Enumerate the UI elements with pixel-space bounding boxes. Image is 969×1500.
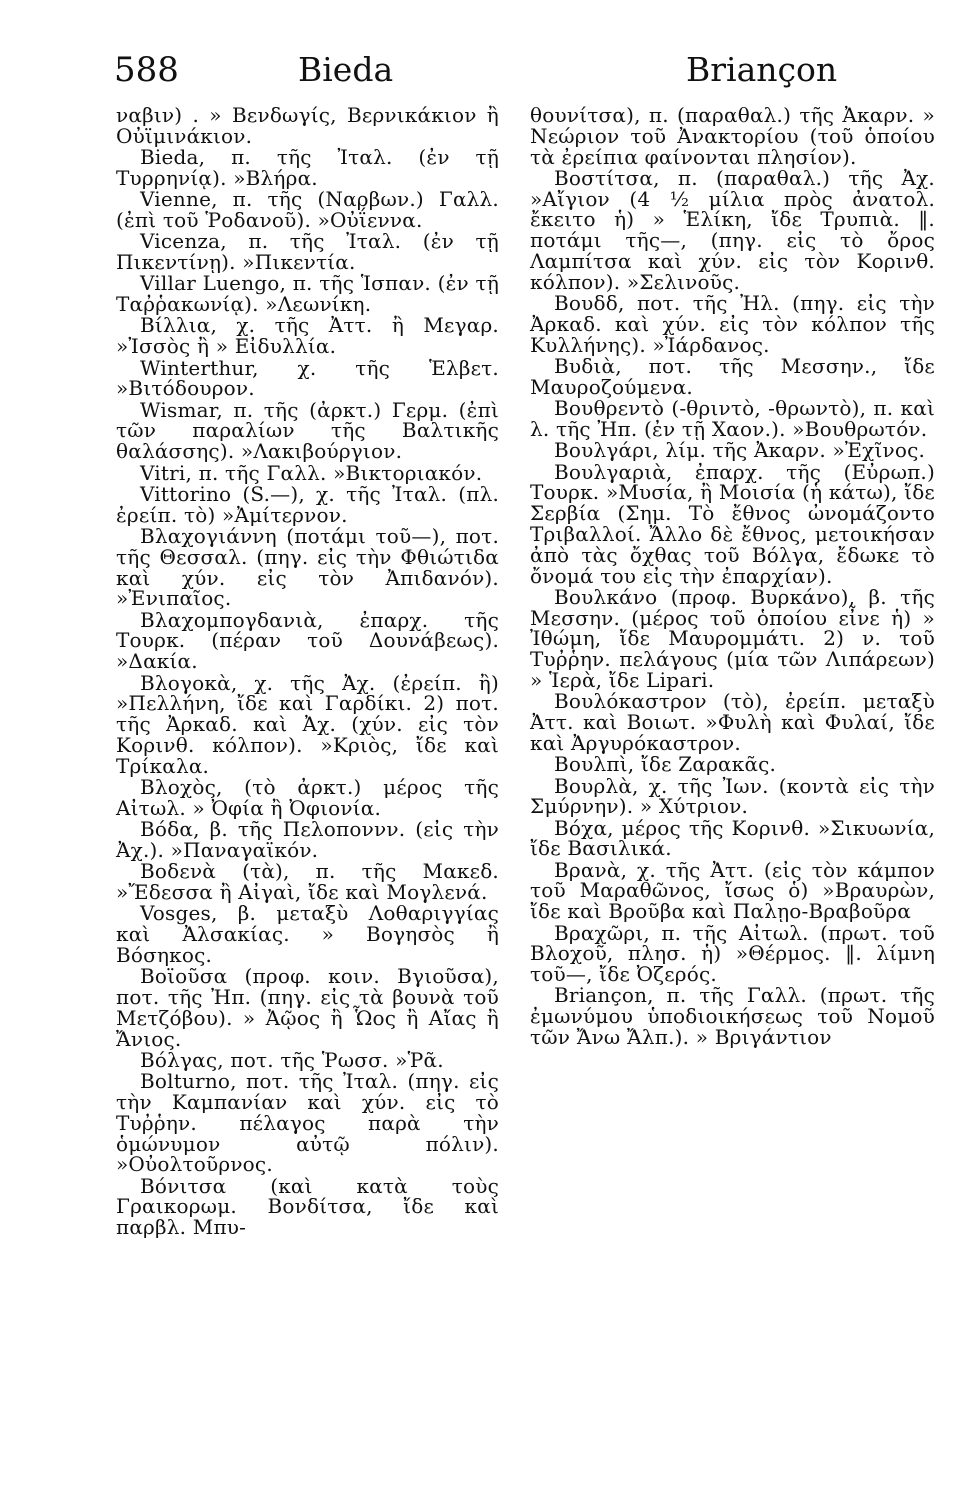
dictionary-entry: Vitri, π. τῆς Γαλλ. »Βικτοριακόν. [140,460,483,485]
dictionary-entry: Vosges, β. μεταξὺ Λοθαριγγίας καὶ Ἀλσακίας. » Βογησὸς ἢ Βόσηκος. [116,901,499,967]
dictionary-entry: Βραχῶρι, π. τῆς Αἰτωλ. (πρωτ. τοῦ Βλοχοῦ, πλησ. ἡ) »Θέρμος. ‖. λίμνη τοῦ—, ἴδε Ὀζερός. [530,920,935,987]
dictionary-entry: Βρανὰ, χ. τῆς Ἀττ. (εἰς τὸν κάμπον τοῦ Μαραθῶνος, ἴσως ὁ) »Βραυρὼν, ἴδε καὶ Βροῦβα καὶ Παλῃο-Βραβοῦρα [530,857,935,924]
dictionary-entry: Bolturno, ποτ. τῆς Ἰταλ. (πηγ. εἰς τὴν Καμπανίαν καὶ χύν. εἰς τὸ Τυῤῥην. πέλαγος παρὰ τὴν ὁμώνυμον αὐτῷ πόλιν). »Οὐολτοῦρνος. [116,1069,499,1177]
left-headword: Bieda [298,50,394,89]
right-headword: Briançon [686,50,838,89]
dictionary-entry: Bieda, π. τῆς Ἰταλ. (ἐν τῇ Τυρρηνίᾳ). »Βλήρα. [116,145,499,190]
dictionary-entry: Βίλλια, χ. τῆς Ἀττ. ἢ Μεγαρ. »Ἰσσὸς ἢ » Εἰδυλλία. [116,313,499,359]
dictionary-entry: Βλαχογιάννη (ποτάμι τοῦ—), ποτ. τῆς Θεσσαλ. (πηγ. εἰς τὴν Φθιώτιδα καὶ χύν. εἰς τὸν Ἀπιδανόν). »Ἐνιπαῖος. [116,523,499,611]
dictionary-entry: Βόλγας, ποτ. τῆς Ῥωσσ. »Ῥᾶ. [140,1047,444,1072]
dictionary-entry: Βόνιτσα (καὶ κατὰ τοὺς Γραικορωμ. Βονδίτσα, ἴδε καὶ παρβλ. Μπυ- [116,1173,499,1240]
dictionary-entry: Βουλκάνο (προφ. Βυρκάνο), β. τῆς Μεσσην. (μέρος τοῦ ὁποίου εἶνε ἡ) » Ἰθώμη, ἴδε Μαυρομμάτι. 2) ν. τοῦ Τυῤῥην. πελάγους (μία τῶν Λιπάρεων) » Ἱερὰ, ἴδε Lipari. [530,584,935,693]
right-column [530,105,935,1048]
dictionary-entry: Βοδενὰ (τὰ), π. τῆς Μακεδ. »Ἔδεσσα ἢ Αἰγαὶ, ἴδε καὶ Μογλενά. [116,859,499,904]
dictionary-entry: Βόχα, μέρος τῆς Κορινθ. »Σικυωνία, ἴδε Βασιλικά. [530,815,935,861]
dictionary-entry: Βλογοκὰ, χ. τῆς Ἀχ. (ἐρείπ. ἢ) »Πελλήνη, ἴδε καὶ Γαρδίκι. 2) ποτ. τῆς Ἀρκαδ. καὶ Ἀχ. (χύν. εἰς τὸν Κορινθ. κόλπον). »Κριὸς, ἴδε καὶ Τρίκαλα. [116,670,499,778]
dictionary-entry: Villar Luengo, π. τῆς Ἱσπαν. (ἐν τῇ Ταῤῥακωνίᾳ). »Λεωνίκη. [116,271,499,317]
dictionary-entry: Βόδα, β. τῆς Πελοποννν. (εἰς τὴν Ἀχ.). »Παναγαϊκόν. [116,817,499,862]
dictionary-entry: Βουδδ, ποτ. τῆς Ἠλ. (πηγ. εἰς τὴν Ἀρκαδ. καὶ χύν. εἰς τὸν κόλπον τῆς Κυλλήνης). »Ἰάρδανος. [530,291,935,357]
dictionary-entry: Winterthur, χ. τῆς Ἑλβετ. »Βιτόδουρον. [116,355,499,401]
dictionary-entry: Βουλόκαστρον (τὸ), ἐρείπ. μεταξὺ Ἀττ. καὶ Βοιωτ. »Φυλὴ καὶ Φυλαί, ἴδε καὶ Ἀργυρόκαστρον. [530,689,935,755]
dictionary-entry: Βλοχὸς, (τὸ ἀρκτ.) μέρος τῆς Αἰτωλ. » Ὀφία ἢ Ὀφιονία. [116,775,499,820]
dictionary-entry: θουνίτσα), π. (παραθαλ.) τῆς Ἀκαρν. » Νεώριον τοῦ Ἀνακτορίου (τοῦ ὁποίου τὰ ἐρείπια φαίνονται πλησίον). [530,103,935,169]
dictionary-entry: Βοστίτσα, π. (παραθαλ.) τῆς Ἀχ. »Αἴγιον (4 ½ μίλια πρὸς ἀνατολ. ἔκειτο ἡ) » Ἑλίκη, ἴδε Τρυπιὰ. ‖. ποτάμι τῆς—, (πηγ. εἰς τὸ ὄρος Λαμπίτσα καὶ χύν. εἰς τὸν Κορινθ. κόλπον). »Σελινοῦς. [530,165,935,294]
dictionary-entry: Βλαχομπογδανιὰ, ἐπαρχ. τῆς Τουρκ. (πέραν τοῦ Δουνάβεως). »Δακία. [116,607,499,674]
dictionary-entry: Βοϊοῦσα (προφ. κοιν. Βγιοῦσα), ποτ. τῆς Ἠπ. (πηγ. εἰς τὰ βουνὰ τοῦ Μετζόβου). » Ἀῷος ἢ Ὧος ἢ Αἴας ἢ Ἄνιος. [116,964,499,1051]
left-column [116,105,499,1239]
dictionary-entry: Vittorino (S.—), χ. τῆς Ἰταλ. (πλ. ἐρείπ. τὸ) »Ἀμίτερνον. [116,481,499,527]
dictionary-entry: Vicenza, π. τῆς Ἰταλ. (ἐν τῇ Πικεντίνῃ). »Πικεντία. [116,229,499,275]
dictionary-entry: Wismar, π. τῆς (ἀρκτ.) Γερμ. (ἐπὶ τῶν παραλίων τῆς Βαλτικῆς θαλάσσης). »Λακιβούργιον. [116,397,499,464]
dictionary-entry: Briançon, π. τῆς Γαλλ. (πρωτ. τῆς ἐμωνύμου ὑποδιοικήσεως τοῦ Νομοῦ τῶν Ἄνω Ἄλπ.). » Βριγάντιον [530,983,935,1050]
dictionary-entry: Βουλγαριὰ, ἐπαρχ. τῆς (Εὐρωπ.) Τουρκ. »Μυσία, ἢ Μοισία (ἡ κάτω), ἴδε Σερβία (Σημ. Τὸ ἔθνος ὠνομάζοντο Τριβαλλοί. Ἄλλο δὲ ἔθνος, μετοικήσαν ἀπὸ τὰς ὄχθας τοῦ Βόλγα, ἔδωκε τὸ ὄνομά του εἰς τὴν ἐπαρχίαν). [530,459,935,588]
dictionary-entry: ναβιν) . » Βενδωγίς, Βερνικάκιον ἢ Οὐϊμινάκιον. [116,103,499,148]
dictionary-entry: Βουλπὶ, ἴδε Ζαρακᾶς. [554,752,777,777]
page-number: 588 [114,50,179,90]
dictionary-entry: Βυδιὰ, ποτ. τῆς Μεσσην., ἴδε Μαυροζούμενα. [530,354,935,399]
dictionary-entry: Βουθρεντὸ (-θριντὸ, -θρωντὸ), π. καὶ λ. τῆς Ἠπ. (ἐν τῇ Χαον.). »Βουθρωτόν. [530,396,935,441]
page-header [0,50,969,100]
dictionary-entry: Vienne, π. τῆς (Ναρβων.) Γαλλ. (ἐπὶ τοῦ Ῥοδανοῦ). »Οὐΐεννα. [116,187,499,232]
dictionary-entry: Βουρλὰ, χ. τῆς Ἰων. (κοντὰ εἰς τὴν Σμύρνην). » Χύτριον. [530,773,935,819]
dictionary-entry: Βουλγάρι, λίμ. τῆς Ἀκαρν. »Ἐχῖνος. [554,438,926,463]
